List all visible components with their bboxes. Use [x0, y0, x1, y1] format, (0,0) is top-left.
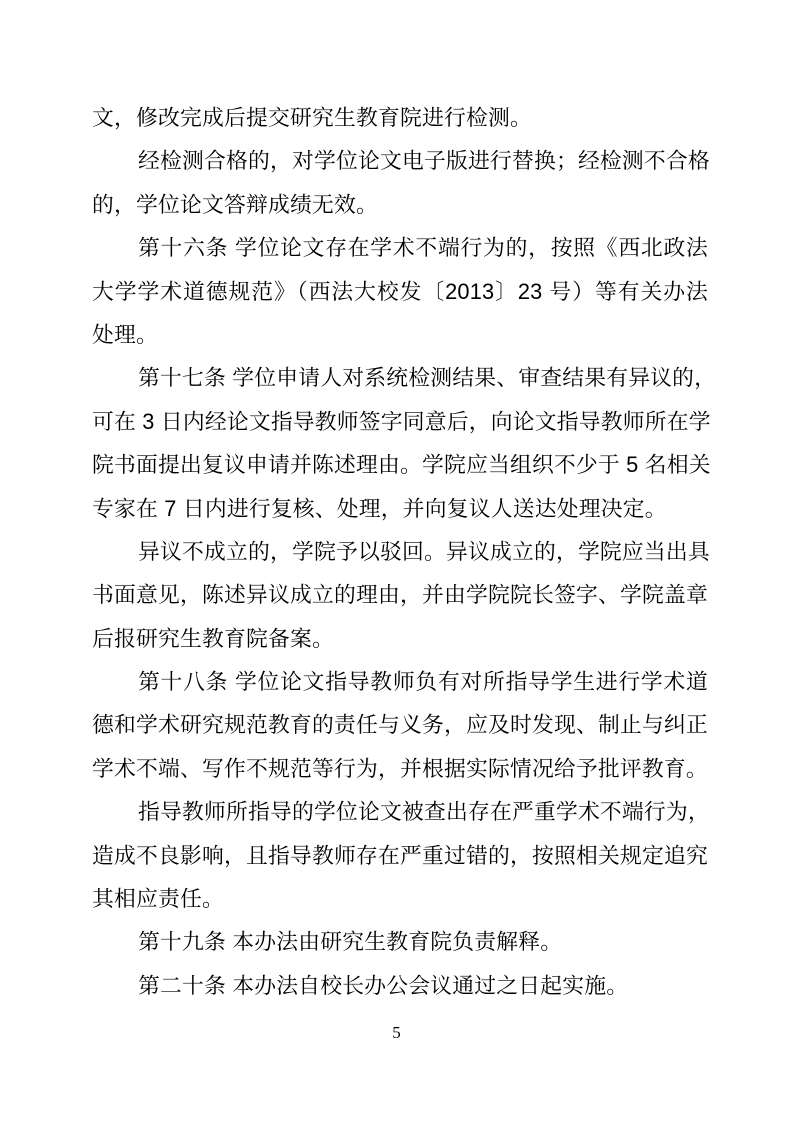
doc-line-article-18: 第十八条 学位论文指导教师负有对所指导学生进行学术道	[138, 669, 708, 695]
doc-line: 可在 3 日内经论文指导教师签字同意后，向论文指导教师所在学	[92, 408, 711, 434]
doc-line: 文，修改完成后提交研究生教育院进行检测。	[92, 105, 532, 130]
doc-line-article-16: 第十六条 学位论文存在学术不端行为的，按照《西北政法	[138, 235, 708, 261]
doc-line: 后报研究生教育院备案。	[92, 625, 334, 651]
doc-line: 处理。	[92, 321, 158, 347]
document-body-text	[92, 96, 717, 1007]
doc-line: 学术不端、写作不规范等行为，并根据实际情况给予批评教育。	[92, 755, 708, 781]
doc-line: 其相应责任。	[92, 886, 224, 912]
doc-line: 院书面提出复议申请并陈述理由。学院应当组织不少于 5 名相关	[92, 452, 711, 478]
doc-line-article-19: 第十九条 本办法由研究生教育院负责解释。	[138, 929, 563, 955]
page-footer	[0, 1023, 793, 1043]
doc-line: 造成不良影响，且指导教师存在严重过错的，按照相关规定追究	[92, 842, 708, 868]
doc-line: 的，学位论文答辩成绩无效。	[92, 191, 378, 217]
doc-line: 异议不成立的，学院予以驳回。异议成立的，学院应当出具	[138, 538, 710, 564]
page-number: 5	[392, 1023, 401, 1042]
doc-line: 经检测合格的，对学位论文电子版进行替换；经检测不合格	[138, 148, 710, 174]
doc-line: 大学学术道德规范》（西法大校发〔2013〕23 号）等有关办法	[92, 278, 708, 304]
doc-line-article-20: 第二十条 本办法自校长办公会议通过之日起实施。	[138, 972, 629, 998]
doc-line: 专家在 7 日内进行复核、处理，并向复议人送达处理决定。	[92, 495, 667, 521]
doc-line-article-17: 第十七条 学位申请人对系统检测结果、审查结果有异议的，	[138, 365, 717, 391]
doc-line: 指导教师所指导的学位论文被查出存在严重学术不端行为，	[138, 799, 710, 825]
doc-line: 书面意见，陈述异议成立的理由，并由学院院长签字、学院盖章	[92, 582, 708, 608]
doc-line: 德和学术研究规范教育的责任与义务，应及时发现、制止与纠正	[92, 712, 708, 738]
